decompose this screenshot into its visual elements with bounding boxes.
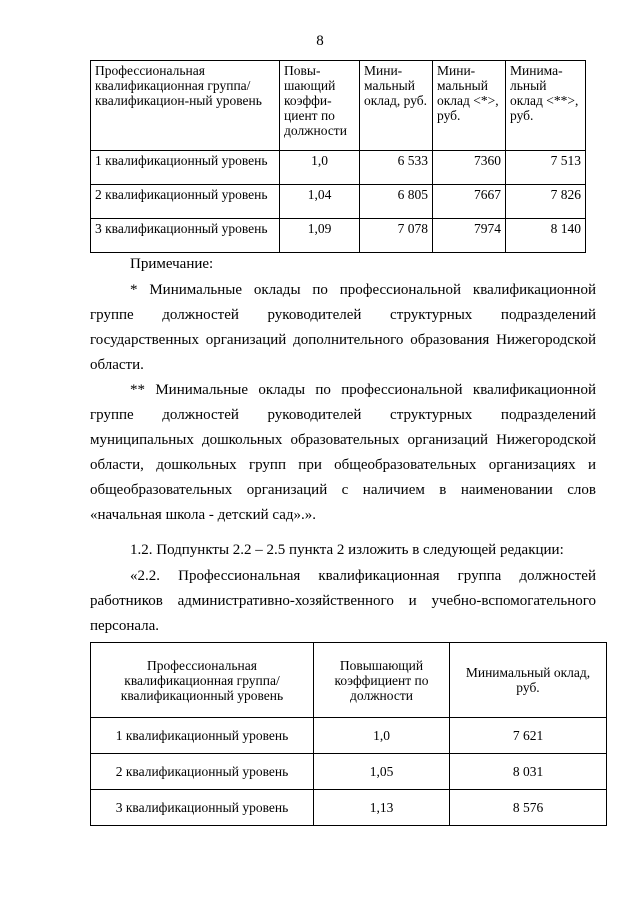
cell-salary: 7 621 bbox=[450, 718, 607, 754]
cell-level: 1 квалификационный уровень bbox=[91, 151, 280, 185]
table-header-row bbox=[91, 643, 607, 718]
table-header-row bbox=[91, 61, 586, 151]
cell-level: 3 квалификационный уровень bbox=[91, 790, 314, 826]
header-min-salary-star: Мини-мальный оклад <*>, руб. bbox=[433, 61, 506, 151]
header-coefficient: Повышающий коэффициент по должности bbox=[314, 643, 450, 718]
cell-salary-double-star: 7 513 bbox=[506, 151, 586, 185]
page-number: 8 bbox=[316, 33, 324, 49]
cell-coefficient: 1,0 bbox=[280, 151, 360, 185]
header-min-salary: Минимальный оклад, руб. bbox=[450, 643, 607, 718]
table-row bbox=[91, 718, 607, 754]
header-group-level: Профессиональная квалификационная группа/квалификацион-ный уровень bbox=[91, 61, 280, 151]
salary-table-education-heads bbox=[90, 60, 586, 253]
paragraph-amendment: 1.2. Подпункты 2.2 – 2.5 пункта 2 изложить в следующей редакции: bbox=[130, 542, 564, 558]
note-double-star: ** Минимальные оклады по профессиональной квалификационной группе должностей руководителей структурных подразделений муниципальных дошкольных образовательных организаций Нижегородской области, дошкольных групп при общеобразовательных организациях и общеобразовательных организаций с наличием в наименовании слов «начальная школа - детский сад».». bbox=[90, 382, 596, 523]
header-coefficient: Повы-шающий коэффи-циент по должности bbox=[280, 61, 360, 151]
cell-coefficient: 1,04 bbox=[280, 185, 360, 219]
cell-salary-star: 7667 bbox=[433, 185, 506, 219]
table-row bbox=[91, 185, 586, 219]
cell-salary: 8 031 bbox=[450, 754, 607, 790]
cell-coefficient: 1,05 bbox=[314, 754, 450, 790]
cell-coefficient: 1,0 bbox=[314, 718, 450, 754]
table-row bbox=[91, 219, 586, 253]
table-row bbox=[91, 790, 607, 826]
header-min-salary: Мини-мальный оклад, руб. bbox=[360, 61, 433, 151]
cell-salary: 7 078 bbox=[360, 219, 433, 253]
note-title: Примечание: bbox=[130, 256, 214, 272]
cell-salary-double-star: 7 826 bbox=[506, 185, 586, 219]
header-group-level: Профессиональная квалификационная группа/квалификационный уровень bbox=[91, 643, 314, 718]
cell-salary-double-star: 8 140 bbox=[506, 219, 586, 253]
header-min-salary-double-star: Минима-льный оклад <**>, руб. bbox=[506, 61, 586, 151]
cell-salary: 6 805 bbox=[360, 185, 433, 219]
cell-level: 2 квалификационный уровень bbox=[91, 754, 314, 790]
cell-salary-star: 7974 bbox=[433, 219, 506, 253]
cell-level: 1 квалификационный уровень bbox=[91, 718, 314, 754]
cell-level: 2 квалификационный уровень bbox=[91, 185, 280, 219]
cell-salary: 6 533 bbox=[360, 151, 433, 185]
note-single-star: * Минимальные оклады по профессиональной квалификационной группе должностей руководителей структурных подразделений государственных организаций дополнительного образования Нижегородской области. bbox=[90, 282, 596, 373]
table-row bbox=[91, 151, 586, 185]
paragraph-section-2-2: «2.2. Профессиональная квалификационная группа должностей работников административно-хозяйственного и учебно-вспомогательного персонала. bbox=[90, 568, 596, 634]
cell-level: 3 квалификационный уровень bbox=[91, 219, 280, 253]
cell-coefficient: 1,13 bbox=[314, 790, 450, 826]
cell-salary-star: 7360 bbox=[433, 151, 506, 185]
cell-salary: 8 576 bbox=[450, 790, 607, 826]
salary-table-support-staff bbox=[90, 642, 607, 826]
cell-coefficient: 1,09 bbox=[280, 219, 360, 253]
table-row bbox=[91, 754, 607, 790]
